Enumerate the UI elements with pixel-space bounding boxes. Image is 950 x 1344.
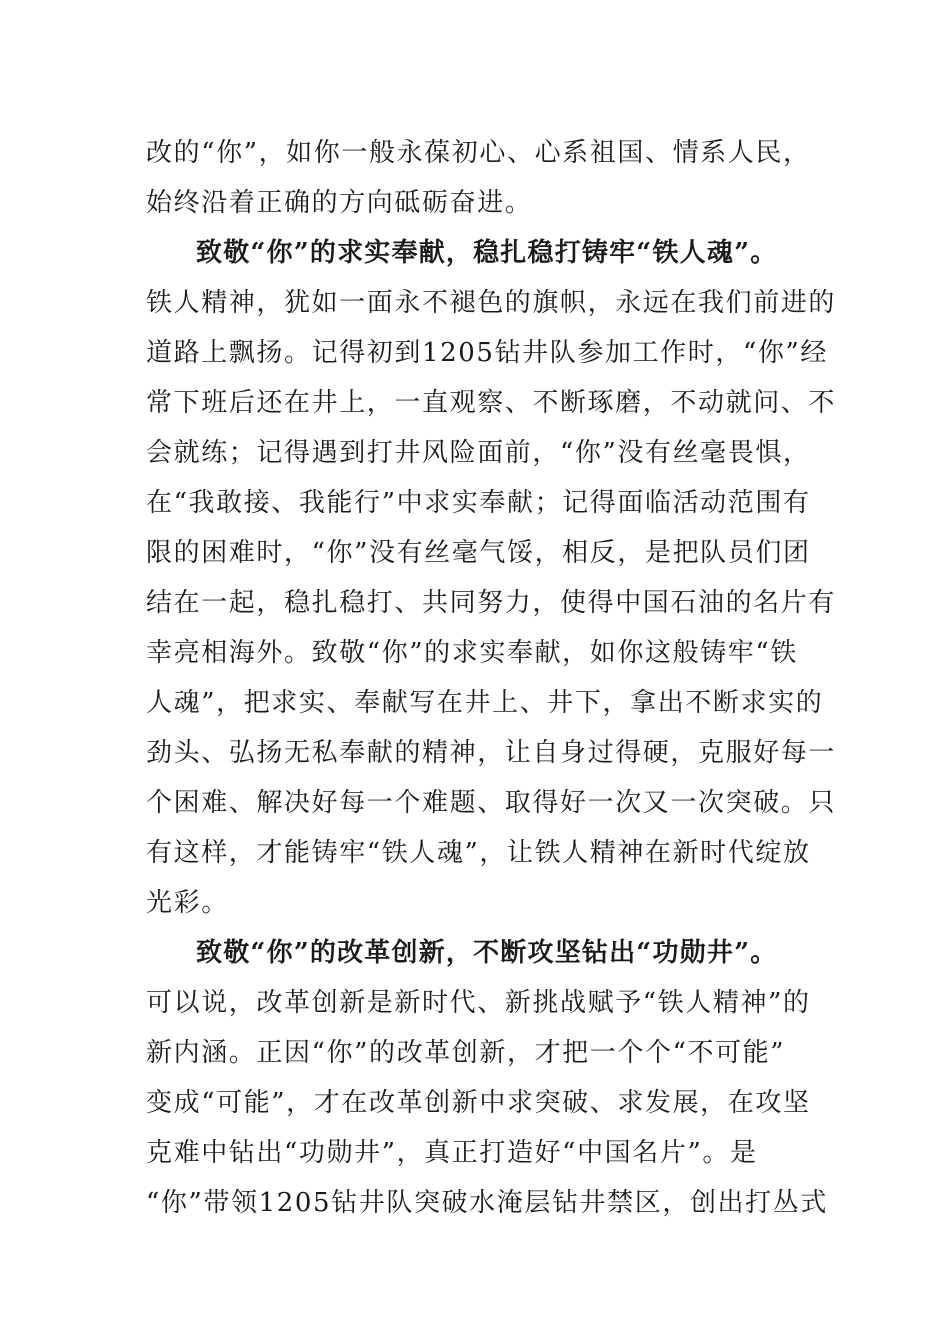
paragraph-line: 光彩。 xyxy=(146,888,229,918)
paragraph-line: 会就练；记得遇到打井风险面前，“你”没有丝毫畏惧， xyxy=(146,438,811,468)
paragraph-line: 克难中钻出“功勋井”，真正打造好“中国名片”。是 xyxy=(146,1138,758,1168)
paragraph-line: 结在一起，稳扎稳打、共同努力，使得中国石油的名片有 xyxy=(146,588,837,618)
section-heading: 致敬“你”的求实奉献，稳扎稳打铸牢“铁人魂”。 xyxy=(196,238,778,268)
paragraph-line: 新内涵。正因“你”的改革创新，才把一个个“不可能” xyxy=(146,1038,786,1068)
section-heading: 致敬“你”的改革创新，不断攻坚钻出“功勋井”。 xyxy=(196,938,778,968)
paragraph-line: “你”带领1205钻井队突破水淹层钻井禁区，创出打丛式 xyxy=(146,1188,828,1218)
paragraph-line: 有这样，才能铸牢“铁人魂”，让铁人精神在新时代绽放 xyxy=(146,838,811,868)
paragraph-line: 始终沿着正确的方向砥砺奋进。 xyxy=(146,188,533,218)
paragraph-line: 可以说，改革创新是新时代、新挑战赋予“铁人精神”的 xyxy=(146,988,811,1018)
paragraph-line: 限的困难时，“你”没有丝毫气馁，相反，是把队员们团 xyxy=(146,538,811,568)
paragraph-line: 变成“可能”，才在改革创新中求突破、求发展，在攻坚 xyxy=(146,1088,811,1118)
paragraph-line: 道路上飘扬。记得初到1205钻井队参加工作时，“你”经 xyxy=(146,338,828,368)
paragraph-line: 劲头、弘扬无私奉献的精神，让自身过得硬，克服好每一 xyxy=(146,738,837,768)
paragraph-line: 个困难、解决好每一个难题、取得好一次又一次突破。只 xyxy=(146,788,837,818)
paragraph-line: 常下班后还在井上，一直观察、不断琢磨，不动就问、不 xyxy=(146,388,837,418)
paragraph-line: 人魂”，把求实、奉献写在井上、井下，拿出不断求实的 xyxy=(146,688,824,718)
paragraph-line: 铁人精神，犹如一面永不褪色的旗帜，永远在我们前进的 xyxy=(146,288,837,318)
document-body xyxy=(146,128,837,1228)
paragraph-line: 在“我敢接、我能行”中求实奉献；记得面临活动范围有 xyxy=(146,488,811,518)
paragraph-line: 幸亮相海外。致敬“你”的求实奉献，如你这般铸牢“铁 xyxy=(146,638,798,668)
paragraph-line: 改的“你”，如你一般永葆初心、心系祖国、情系人民， xyxy=(146,138,811,168)
